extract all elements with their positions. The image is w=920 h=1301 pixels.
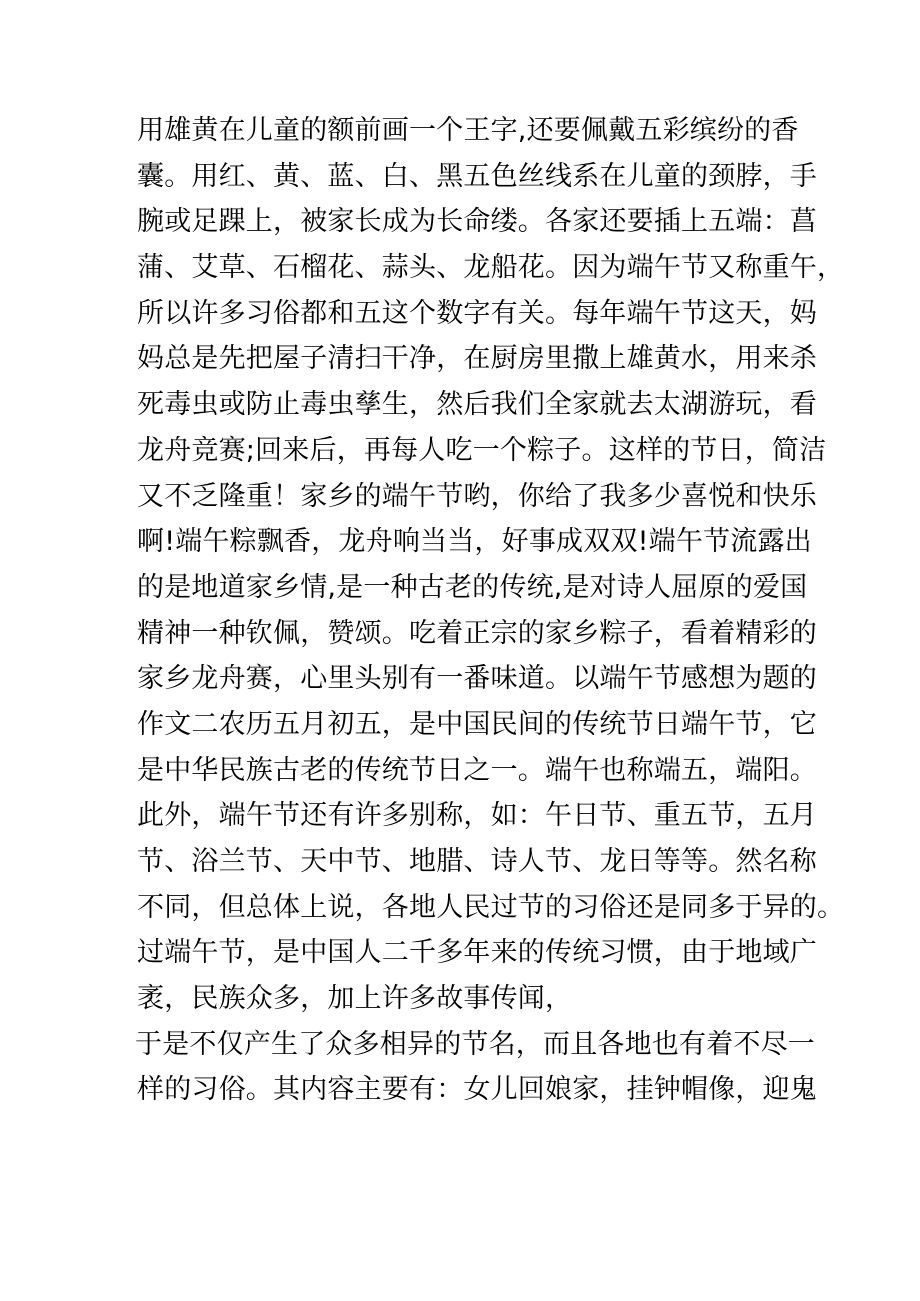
text-line: 腕或足踝上，被家长成为长命缕。各家还要插上五端：菖 — [137, 206, 817, 238]
text-line: 所以许多习俗都和五这个数字有关。每年端午节这天，妈 — [137, 297, 817, 329]
text-line: 于是不仅产生了众多相异的节名，而且各地也有着不尽一 — [135, 1028, 815, 1060]
text-line: 精神一种钦佩，赞颂。吃着正宗的家乡粽子，看着精彩的 — [137, 617, 817, 649]
text-line: 用雄黄在儿童的额前画一个王字,还要佩戴五彩缤纷的香 — [137, 115, 799, 146]
text-line: 的是地道家乡情,是一种古老的传统,是对诗人屈原的爱国 — [137, 571, 808, 603]
text-line: 蒲、艾草、石榴花、蒜头、龙船花。因为端午节又称重午， — [137, 252, 845, 284]
text-line: 啊!端午粽飘香，龙舟响当当，好事成双双!端午节流露出 — [137, 526, 812, 558]
text-line: 又不乏隆重！家乡的端午节哟，你给了我多少喜悦和快乐 — [137, 480, 817, 512]
text-line: 龙舟竞赛;回来后，再每人吃一个粽子。这样的节日，简洁 — [137, 434, 827, 466]
text-line: 妈总是先把屋子清扫干净，在厨房里撒上雄黄水，用来杀 — [137, 343, 817, 375]
text-line: 家乡龙舟赛，心里头别有一番味道。以端午节感想为题的 — [137, 663, 817, 695]
text-line: 囊。用红、黄、蓝、白、黑五色丝线系在儿童的颈脖，手 — [137, 160, 817, 192]
body-text — [135, 108, 845, 1113]
text-line: 是中华民族古老的传统节日之一。端午也称端五，端阳。 — [137, 754, 817, 786]
text-line: 死毒虫或防止毒虫孳生，然后我们全家就去太湖游玩，看 — [137, 389, 817, 421]
text-line: 作文二农历五月初五，是中国民间的传统节日端午节，它 — [137, 708, 817, 740]
text-line: 过端午节，是中国人二千多年来的传统习惯，由于地域广 — [137, 937, 817, 969]
text-line: 不同，但总体上说，各地人民过节的习俗还是同多于异的。 — [137, 891, 845, 923]
text-line: 此外，端午节还有许多别称，如：午日节、重五节，五月 — [137, 800, 817, 832]
text-line: 节、浴兰节、天中节、地腊、诗人节、龙日等等。然名称 — [137, 846, 817, 877]
text-line: 袤，民族众多，加上许多故事传闻， — [137, 983, 573, 1015]
text-line: 样的习俗。其内容主要有：女儿回娘家，挂钟帽像，迎鬼 — [137, 1074, 817, 1106]
